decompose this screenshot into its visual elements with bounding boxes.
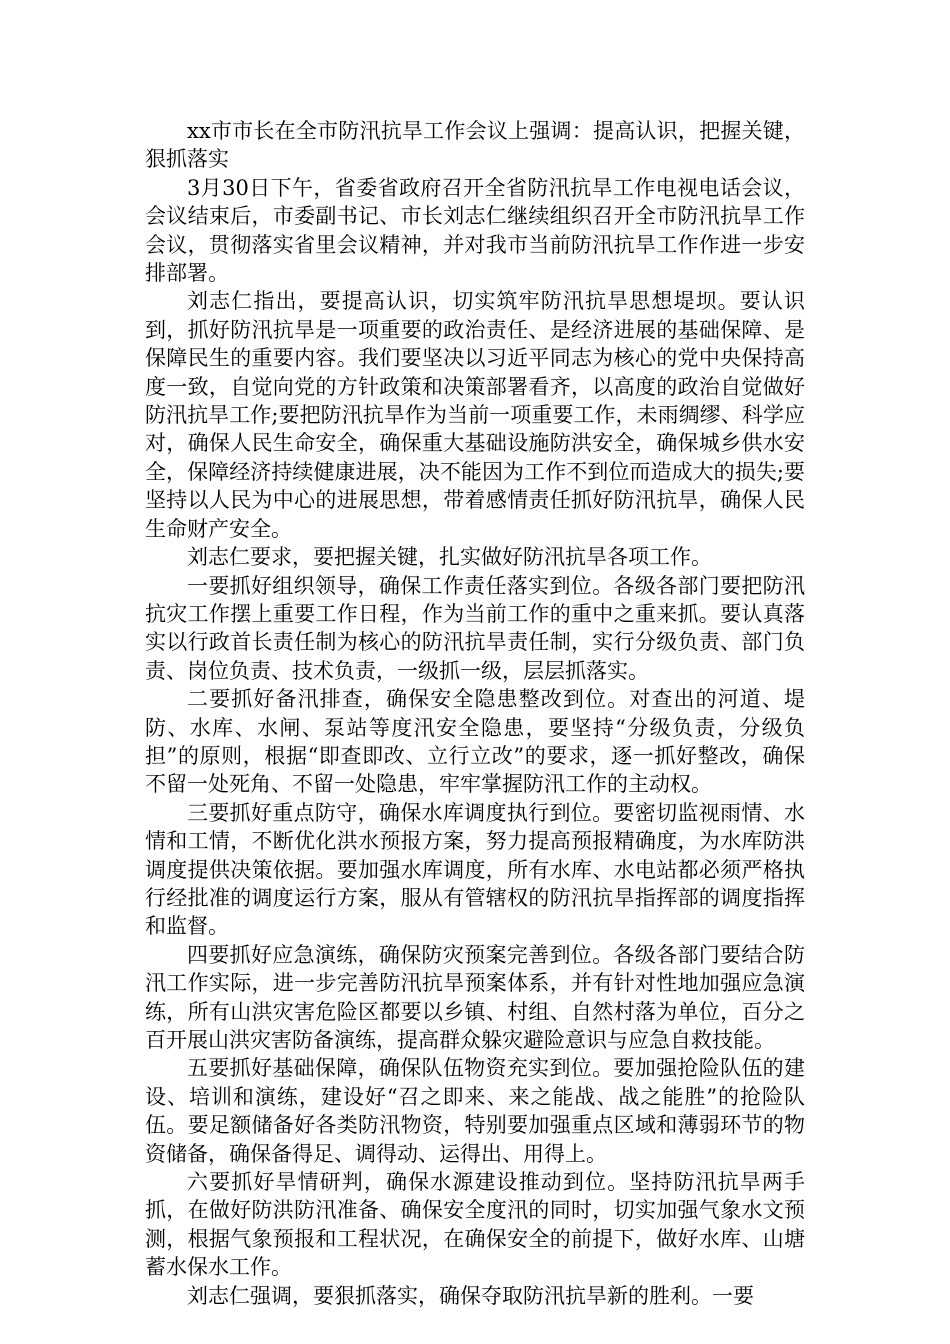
- paragraph: 五要抓好基础保障，确保队伍物资充实到位。要加强抢险队伍的建设、培训和演练，建设好“召之即来、来之能战、战之能胜”的抢险队伍。要足额储备好各类防汛物资，特别要加强重点区域和薄弱环节的物资储备，确保备得足、调得动、运得出、用得上。: [145, 1056, 805, 1166]
- paragraph: 3月30日下午，省委省政府召开全省防汛抗旱工作电视电话会议，会议结束后，市委副书记、市长刘志仁继续组织召开全市防汛抗旱工作会议，贯彻落实省里会议精神，并对我市当前防汛抗旱工作作进一步安排部署。: [145, 175, 805, 286]
- paragraph: 二要抓好备汛排查，确保安全隐患整改到位。对查出的河道、堤防、水库、水闸、泵站等度汛安全隐患，要坚持“分级负责，分级负担”的原则，根据“即查即改、立行立改”的要求，逐一抓好整改，确保不留一处死角、不留一处隐患，牢牢掌握防汛工作的主动权。: [145, 687, 805, 797]
- paragraph: 六要抓好旱情研判，确保水源建设推动到位。坚持防汛抗旱两手抓，在做好防洪防汛准备、确保安全度汛的同时，切实加强气象水文预测，根据气象预报和工程状况，在确保安全的前提下，做好水库、山塘蓄水保水工作。: [145, 1170, 805, 1280]
- paragraph: 三要抓好重点防守，确保水库调度执行到位。要密切监视雨情、水情和工情，不断优化洪水预报方案，努力提高预报精确度，为水库防洪调度提供决策依据。要加强水库调度，所有水库、水电站都必须严格执行经批准的调度运行方案，服从有管辖权的防汛抗旱指挥部的调度指挥和监督。: [145, 800, 805, 939]
- paragraph: 刘志仁要求，要把握关键，扎实做好防汛抗旱各项工作。: [187, 545, 712, 570]
- document-title: xx市市长在全市防汛抗旱工作会议上强调：提高认识，把握关键，狠抓落实: [145, 119, 805, 172]
- paragraph: 四要抓好应急演练，确保防灾预案完善到位。各级各部门要结合防汛工作实际，进一步完善防汛抗旱预案体系，并有针对性地加强应急演练，所有山洪灾害危险区都要以乡镇、村组、自然村落为单位，百分之百开展山洪灾害防备演练，提高群众躲灾避险意识与应急自救技能。: [145, 942, 805, 1052]
- paragraph: 一要抓好组织领导，确保工作责任落实到位。各级各部门要把防汛抗灾工作摆上重要工作日程，作为当前工作的重中之重来抓。要认真落实以行政首长责任制为核心的防汛抗旱责任制，实行分级负责、部门负责、岗位负责、技术负责，一级抓一级，层层抓落实。: [145, 573, 805, 683]
- paragraph: 刘志仁指出，要提高认识，切实筑牢防汛抗旱思想堤坝。要认识到，抓好防汛抗旱是一项重要的政治责任、是经济进展的基础保障、是保障民生的重要内容。我们要坚决以习近平同志为核心的党中央保持高度一致，自觉向党的方针政策和决策部署看齐，以高度的政治自觉做好防汛抗旱工作;要把防汛抗旱作为当前一项重要工作，未雨绸缪、科学应对，确保人民生命安全，确保重大基础设施防洪安全，确保城乡供水安全，保障经济持续健康进展，决不能因为工作不到位而造成大的损失;要坚持以人民为中心的进展思想，带着感情责任抓好防汛抗旱，确保人民生命财产安全。: [145, 289, 805, 541]
- paragraph: 刘志仁强调，要狠抓落实，确保夺取防汛抗旱新的胜利。一要: [187, 1283, 754, 1308]
- document-body: [145, 117, 805, 1310]
